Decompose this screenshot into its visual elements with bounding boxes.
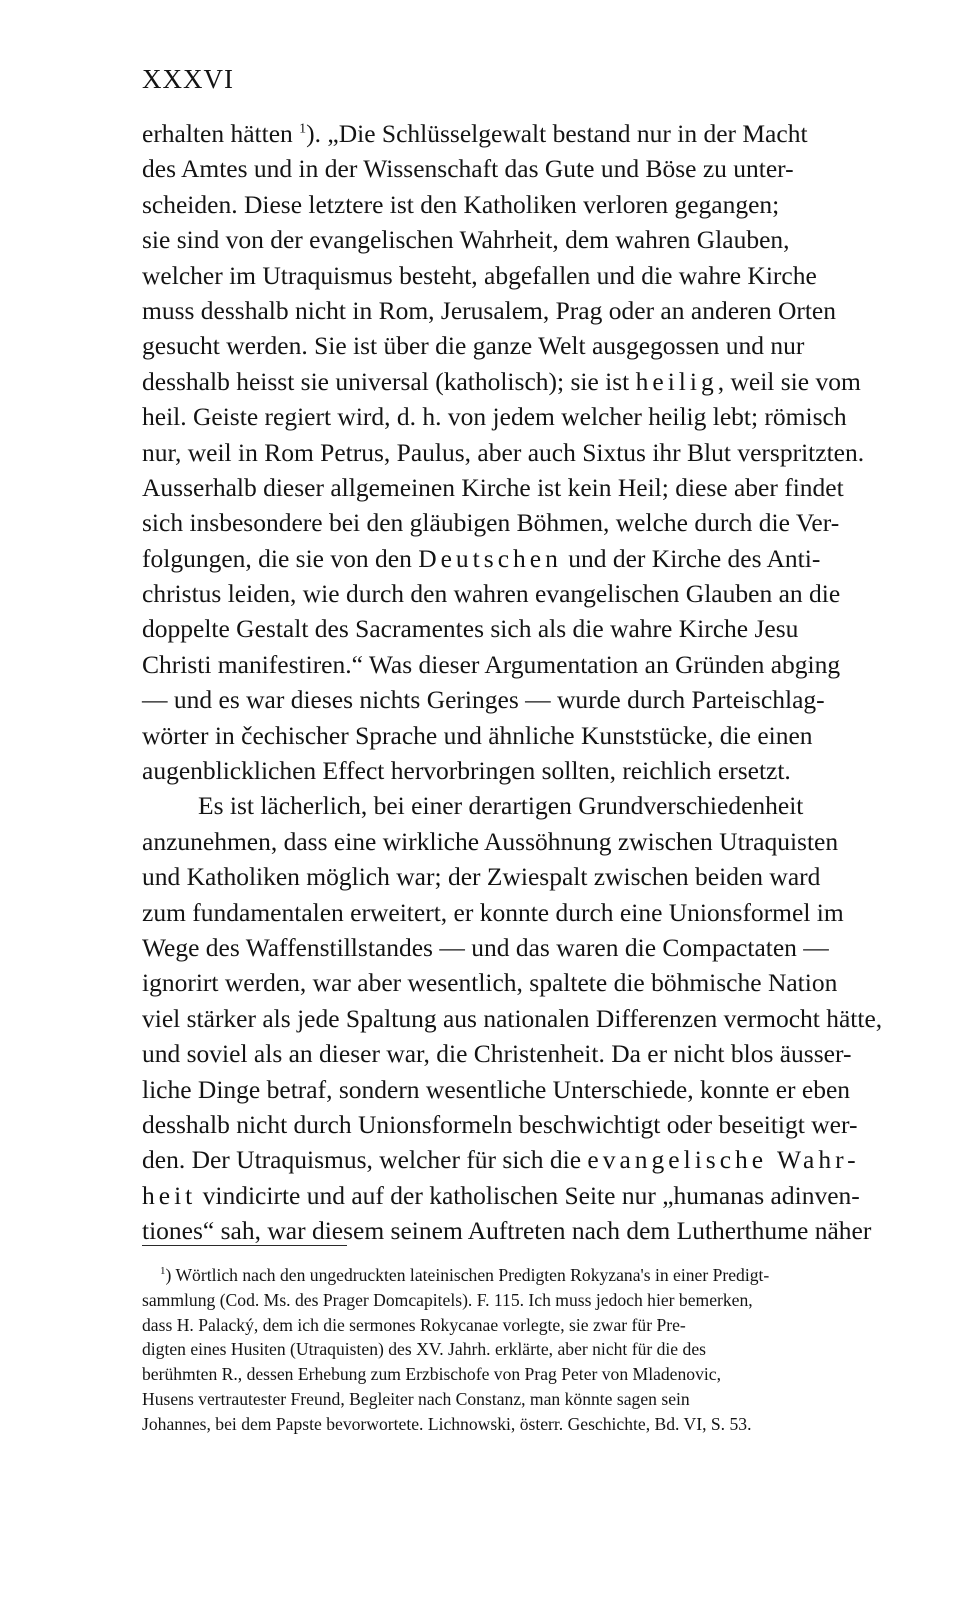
text-segment: den. Der Utraquismus, welcher für sich die: [142, 1145, 588, 1175]
text-line: [142, 1001, 922, 1036]
footnote-line: [142, 1288, 922, 1313]
emphasized-text: heilig: [635, 366, 718, 396]
text-line: [142, 435, 922, 470]
text-line: [142, 151, 922, 186]
text-segment: ignorirt werden, war aber wesentlich, spaltete die böhmische Nation: [142, 968, 838, 998]
text-line: [142, 611, 922, 646]
text-line: [142, 753, 922, 788]
text-line: [142, 824, 922, 859]
footnote-text: sammlung (Cod. Ms. des Prager Domcapitels). F. 115. Ich muss jedoch hier bemerken,: [142, 1289, 753, 1310]
footnote-text: dass H. Palacký, dem ich die sermones Rokycanae vorlegte, sie zwar für Pre-: [142, 1314, 686, 1335]
footnote-text: Husens vertrautester Freund, Begleiter nach Constanz, man könnte sagen sein: [142, 1388, 690, 1409]
text-segment: folgungen, die sie von den: [142, 543, 419, 573]
text-line: [142, 1107, 922, 1142]
text-line: [142, 399, 922, 434]
text-segment: desshalb nicht durch Unionsformeln beschwichtigt oder beseitigt wer-: [142, 1109, 858, 1139]
text-line: [142, 1036, 922, 1071]
text-segment: und soviel als an dieser war, die Christenheit. Da er nicht blos äusser-: [142, 1039, 852, 1069]
text-segment: anzunehmen, dass eine wirkliche Aussöhnung zwischen Utraquisten: [142, 826, 839, 856]
page-number: XXXVI: [142, 64, 234, 94]
text-segment: muss desshalb nicht in Rom, Jerusalem, Prag oder an anderen Orten: [142, 295, 837, 325]
footnote-line: [142, 1337, 922, 1362]
text-segment: sie sind von der evangelischen Wahrheit, dem wahren Glauben,: [142, 225, 790, 255]
text-segment: viel stärker als jede Spaltung aus nationalen Differenzen vermocht hätte,: [142, 1003, 883, 1033]
text-line: [142, 682, 922, 717]
text-segment: Ausserhalb dieser allgemeinen Kirche ist kein Heil; diese aber findet: [142, 472, 844, 502]
text-line: [142, 470, 922, 505]
text-segment: augenblicklichen Effect hervorbringen sollten, reichlich ersetzt.: [142, 756, 791, 786]
text-segment: Es ist lächerlich, bei einer derartigen Grundverschiedenheit: [198, 791, 804, 821]
footnote-line: [142, 1412, 922, 1437]
text-line: [142, 293, 922, 328]
text-segment: nur, weil in Rom Petrus, Paulus, aber auch Sixtus ihr Blut verspritzten.: [142, 437, 865, 467]
text-line: [142, 647, 922, 682]
text-line: [142, 258, 922, 293]
footnote-line: [142, 1387, 922, 1412]
text-line: [142, 116, 922, 151]
footnote-text: ) Wörtlich nach den ungedruckten lateinischen Predigten Rokyzana's in einer Predigt-: [165, 1265, 770, 1285]
text-segment: scheiden. Diese letztere ist den Katholiken verloren gegangen;: [142, 189, 780, 219]
text-line: [142, 1213, 922, 1248]
footnote-line: [142, 1263, 922, 1288]
text-segment: desshalb heisst sie universal (katholisch); sie ist: [142, 366, 636, 396]
text-line: [142, 718, 922, 753]
footnote-line: [142, 1362, 922, 1387]
text-line: [142, 328, 922, 363]
text-segment: ). „Die Schlüsselgewalt bestand nur in der Macht: [306, 119, 808, 148]
text-line: [142, 364, 922, 399]
emphasized-text: evangelische Wahr-: [587, 1145, 860, 1175]
text-segment: erhalten hätten: [142, 119, 300, 148]
text-segment: christus leiden, wie durch den wahren evangelischen Glauben an die: [142, 579, 841, 609]
footnote-marker: 1: [160, 1265, 166, 1278]
emphasized-text: heit: [142, 1180, 197, 1210]
text-line: [142, 576, 922, 611]
emphasized-text: Deutschen: [418, 543, 562, 573]
footnote-divider: [142, 1245, 347, 1246]
text-line: [142, 222, 922, 257]
text-segment: gesucht werden. Sie ist über die ganze Welt ausgegossen und nur: [142, 331, 805, 361]
text-segment: zum fundamentalen erweitert, er konnte durch eine Unionsformel im: [142, 897, 844, 927]
text-segment: des Amtes und in der Wissenschaft das Gute und Böse zu unter-: [142, 154, 794, 184]
text-line: [142, 1142, 922, 1177]
text-segment: und der Kirche des Anti-: [561, 543, 821, 573]
footnote-line: [142, 1313, 922, 1338]
footnote-text: berühmten R., dessen Erhebung zum Erzbischofe von Prag Peter von Mladenovic,: [142, 1364, 721, 1385]
text-line: [142, 788, 922, 823]
footnote-text: Johannes, bei dem Papste bevorwortete. Lichnowski, österr. Geschichte, Bd. VI, S. 53.: [142, 1413, 752, 1434]
text-segment: vindicirte und auf der katholischen Seite nur „humanas adinven-: [196, 1180, 860, 1210]
text-segment: Wege des Waffenstillstandes — und das waren die Compactaten —: [142, 932, 829, 962]
text-segment: liche Dinge betraf, sondern wesentliche Unterschiede, konnte er eben: [142, 1074, 851, 1104]
text-line: [142, 895, 922, 930]
text-line: [142, 505, 922, 540]
text-line: [142, 1178, 922, 1213]
text-segment: heil. Geiste regiert wird, d. h. von jedem welcher heilig lebt; römisch: [142, 402, 847, 432]
text-line: [142, 965, 922, 1000]
text-line: [142, 541, 922, 576]
text-line: [142, 859, 922, 894]
text-segment: — und es war dieses nichts Geringes — wurde durch Parteischlag-: [142, 685, 825, 715]
text-segment: wörter in čechischer Sprache und ähnliche Kunststücke, die einen: [142, 720, 813, 750]
text-segment: , weil sie vom: [717, 366, 861, 396]
main-text: [142, 116, 922, 1249]
text-segment: sich insbesondere bei den gläubigen Böhmen, welche durch die Ver-: [142, 508, 840, 538]
text-segment: doppelte Gestalt des Sacramentes sich als die wahre Kirche Jesu: [142, 614, 799, 644]
text-segment: und Katholiken möglich war; der Zwiespalt zwischen beiden ward: [142, 862, 821, 892]
footnotes: [142, 1263, 922, 1437]
text-line: [142, 930, 922, 965]
text-line: [142, 187, 922, 222]
text-segment: welcher im Utraquismus besteht, abgefallen und die wahre Kirche: [142, 260, 817, 290]
text-segment: Christi manifestiren.“ Was dieser Argumentation an Gründen abging: [142, 649, 841, 679]
text-segment: tiones“ sah, war diesem seinem Auftreten nach dem Lutherthume näher: [142, 1216, 872, 1246]
footnote-text: digten eines Husiten (Utraquisten) des XV. Jahrh. erklärte, aber nicht für die des: [142, 1339, 706, 1360]
footnote-reference[interactable]: 1: [299, 121, 307, 137]
text-line: [142, 1072, 922, 1107]
